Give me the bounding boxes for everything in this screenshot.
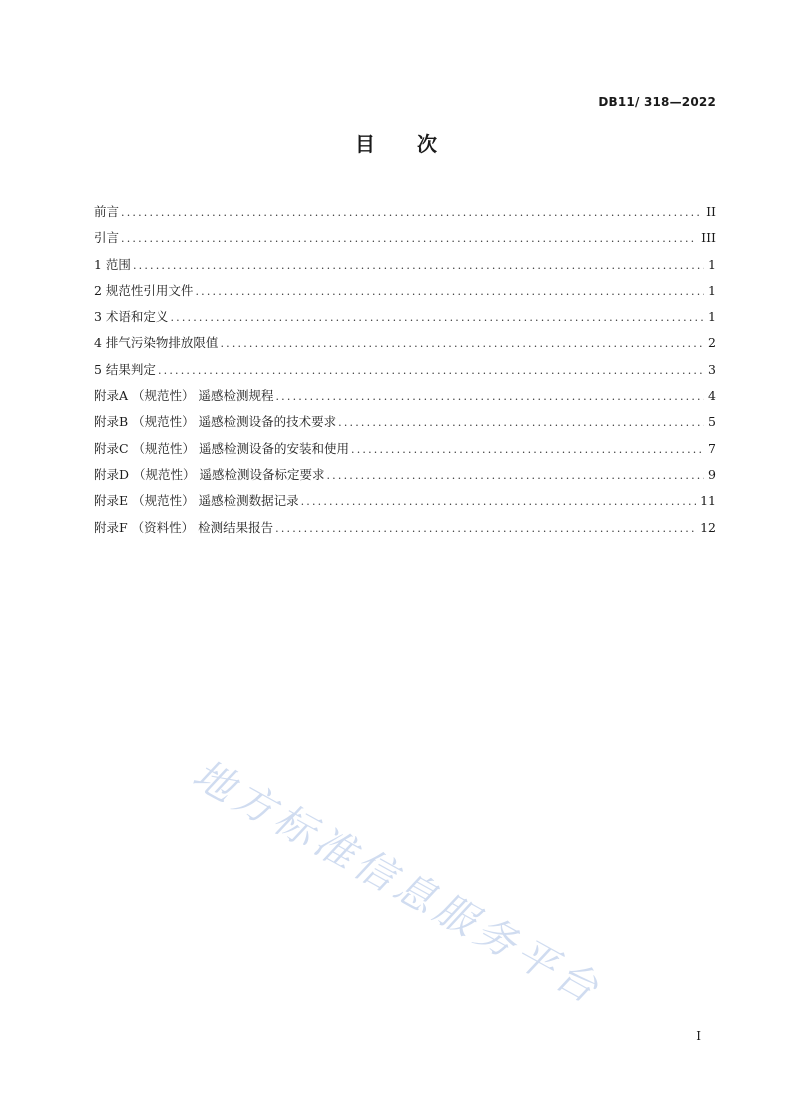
- toc-entry-page: II: [706, 204, 716, 219]
- toc-entry[interactable]: [94, 330, 716, 356]
- toc-entry-page: 1: [708, 309, 716, 325]
- toc-entry[interactable]: [94, 252, 716, 278]
- toc-entry-label: 1 范围: [94, 256, 131, 272]
- toc-leader-dots: [275, 516, 696, 542]
- toc-leader-dots: [338, 410, 704, 436]
- toc-entry-label: 4 排气污染物排放限值: [94, 335, 219, 351]
- toc-entry-page: 11: [700, 493, 716, 509]
- toc-entry-page: 7: [708, 440, 716, 456]
- toc-entry-label: 引言: [94, 230, 120, 246]
- toc-entry[interactable]: [94, 409, 716, 435]
- toc-entry-label: 5 结果判定: [94, 361, 156, 377]
- toc-entry-label: 附录F （资料性） 检测结果报告: [94, 519, 274, 535]
- toc-entry[interactable]: [94, 304, 716, 330]
- toc-entry[interactable]: [94, 199, 716, 225]
- toc-entry[interactable]: [94, 515, 716, 541]
- page-number: I: [696, 1029, 701, 1043]
- toc-entry-label: 前言: [94, 204, 120, 219]
- toc-leader-dots: [195, 279, 704, 305]
- toc-entry-label: 附录A （规范性） 遥感检测规程: [94, 388, 274, 404]
- toc-entry[interactable]: [94, 357, 716, 383]
- toc-leader-dots: [133, 253, 704, 279]
- toc-title: [0, 128, 792, 157]
- toc-leader-dots: [351, 437, 704, 463]
- table-of-contents: [94, 199, 716, 541]
- toc-leader-dots: [220, 331, 704, 357]
- toc-entry-label: 附录C （规范性） 遥感检测设备的安装和使用: [94, 440, 350, 456]
- toc-entry-page: 4: [708, 388, 716, 404]
- toc-entry[interactable]: [94, 488, 716, 514]
- toc-entry-label: 附录B （规范性） 遥感检测设备的技术要求: [94, 414, 337, 430]
- toc-leader-dots: [121, 226, 697, 252]
- toc-entry-page: 12: [700, 519, 716, 535]
- toc-entry-page: 5: [708, 414, 716, 430]
- toc-leader-dots: [301, 489, 697, 515]
- toc-title-left: 目: [355, 132, 375, 156]
- toc-leader-dots: [170, 305, 704, 331]
- toc-entry-label: 附录E （规范性） 遥感检测数据记录: [94, 493, 299, 509]
- toc-entry-page: 2: [708, 335, 716, 351]
- toc-entry-page: 1: [708, 282, 716, 298]
- toc-entry[interactable]: [94, 436, 716, 462]
- toc-entry[interactable]: [94, 383, 716, 409]
- toc-entry[interactable]: [94, 462, 716, 488]
- toc-entry[interactable]: [94, 225, 716, 251]
- toc-leader-dots: [121, 200, 702, 226]
- toc-entry-page: 3: [708, 361, 716, 377]
- toc-leader-dots: [158, 358, 704, 384]
- toc-entry-page: 1: [708, 256, 716, 272]
- toc-title-right: 次: [417, 132, 437, 156]
- watermark: 地方标准信息服务平台: [185, 751, 610, 1015]
- toc-entry-label: 2 规范性引用文件: [94, 282, 194, 298]
- toc-entry[interactable]: [94, 278, 716, 304]
- toc-leader-dots: [326, 463, 704, 489]
- toc-entry-label: 附录D （规范性） 遥感检测设备标定要求: [94, 466, 325, 482]
- toc-entry-label: 3 术语和定义: [94, 309, 169, 325]
- toc-entry-page: 9: [708, 466, 716, 482]
- standard-code: DB11/ 318—2022: [598, 95, 716, 109]
- toc-entry-page: III: [701, 230, 716, 246]
- toc-leader-dots: [275, 384, 704, 410]
